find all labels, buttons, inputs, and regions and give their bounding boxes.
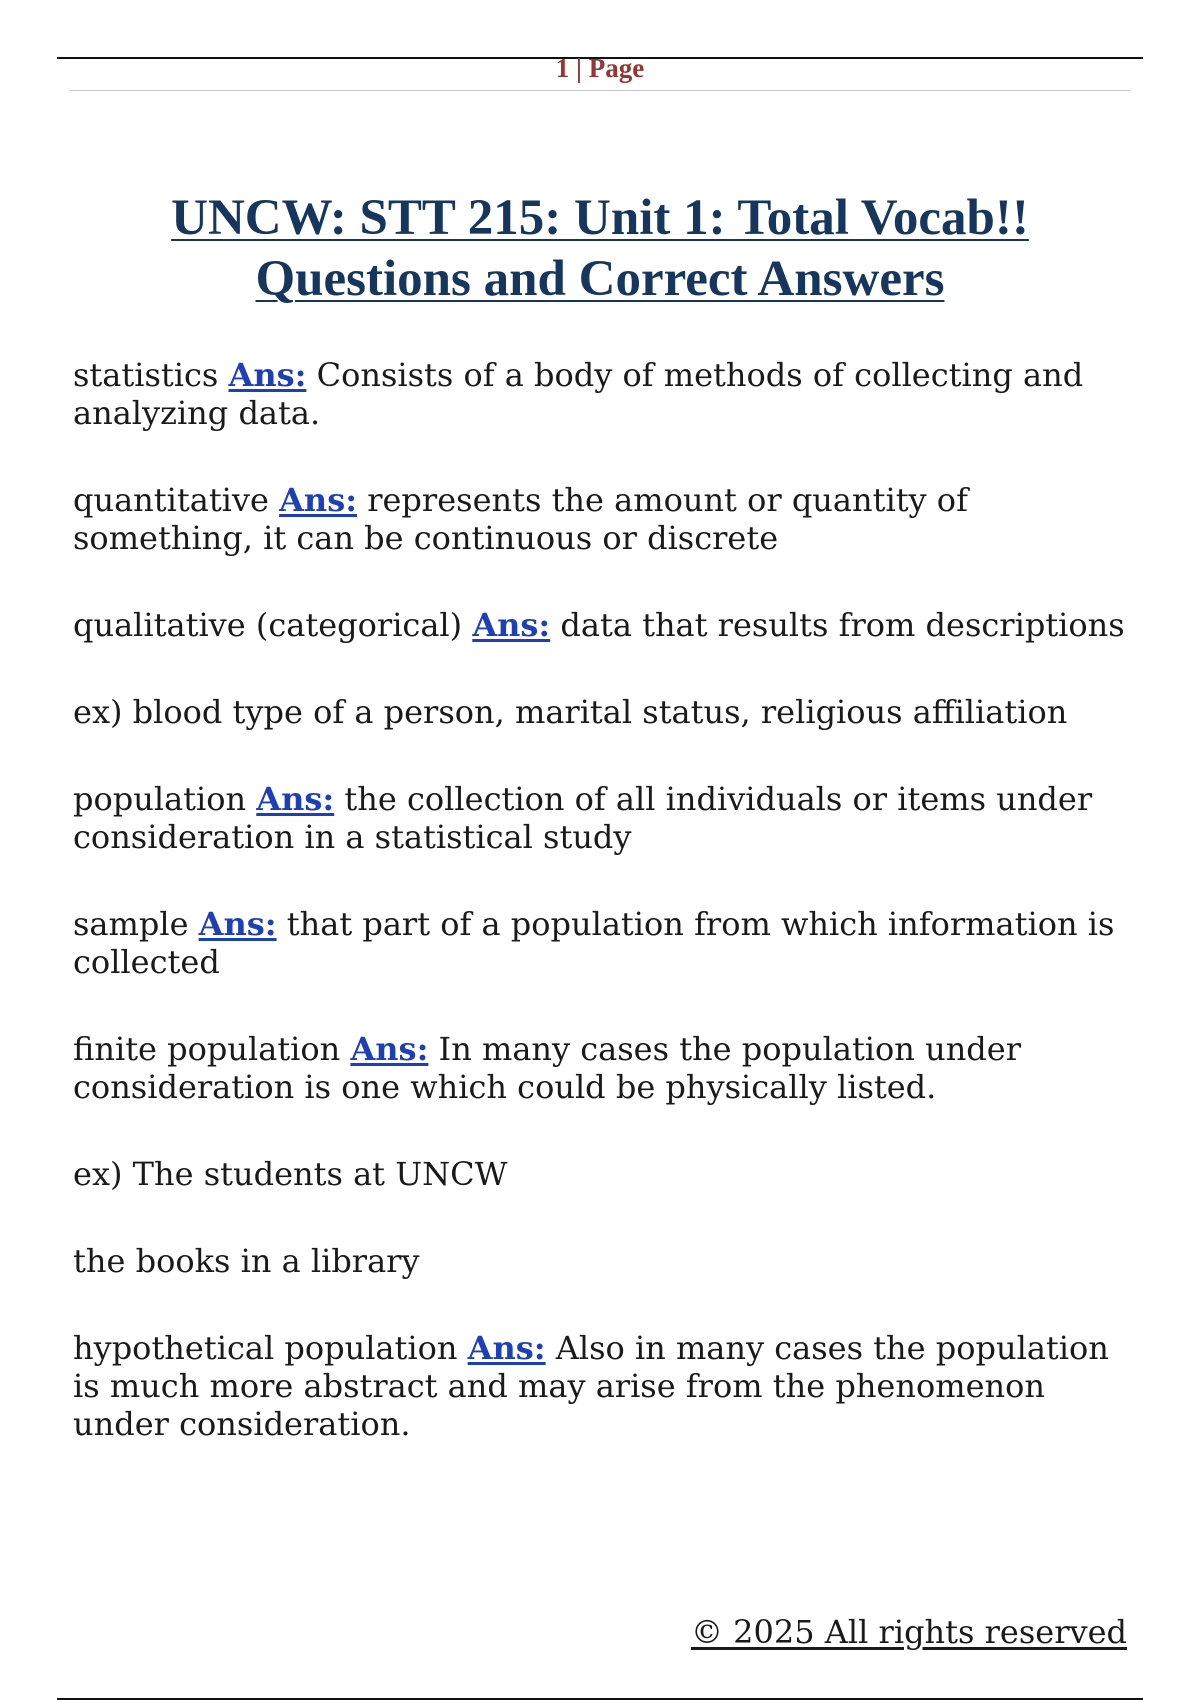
vocab-entry-qualitative (73, 606, 1133, 644)
vocab-entry-hypothetical-population (73, 1329, 1133, 1443)
vocab-entry-quantitative (73, 481, 1133, 557)
vocab-entry-finite-population (73, 1030, 1133, 1106)
entry-definition: Also in many cases the population is much more abstract and may arise from the phenomenon under consideration. (73, 1329, 1109, 1443)
entry-definition: represents the amount or quantity of something, it can be continuous or discrete (73, 481, 968, 557)
example-line: the books in a library (73, 1242, 420, 1280)
vocab-list (73, 356, 1133, 1492)
document-title (100, 188, 1100, 310)
vocab-entry-statistics (73, 356, 1133, 432)
entry-term: hypothetical population (73, 1329, 468, 1367)
entry-term: sample (73, 905, 199, 943)
entry-definition: Consists of a body of methods of collecting and analyzing data. (73, 356, 1084, 432)
entry-term: finite population (73, 1030, 351, 1068)
header-bottom-rule (70, 90, 1130, 91)
ans-link[interactable]: Ans: (228, 356, 307, 394)
ans-link[interactable]: Ans: (256, 780, 335, 818)
entry-term: quantitative (73, 481, 280, 519)
ans-link[interactable]: Ans: (198, 905, 277, 943)
example-line: ex) blood type of a person, marital status, religious affiliation (73, 693, 1068, 731)
entry-definition: the collection of all individuals or items under consideration in a statistical study (73, 780, 1093, 856)
entry-definition: data that results from descriptions (550, 606, 1125, 644)
ans-link[interactable]: Ans: (279, 481, 358, 519)
example-line: ex) The students at UNCW (73, 1155, 508, 1193)
ans-link[interactable]: Ans: (350, 1030, 429, 1068)
entry-definition: that part of a population from which information is collected (73, 905, 1115, 981)
ans-link[interactable]: Ans: (467, 1329, 546, 1367)
vocab-entry-population (73, 780, 1133, 856)
entry-term: statistics (73, 356, 229, 394)
entry-term: population (73, 780, 257, 818)
ans-link[interactable]: Ans: (472, 606, 551, 644)
title-line-2: Questions and Correct Answers (255, 251, 945, 307)
page-number: 1 | Page (555, 53, 645, 83)
vocab-entry-sample (73, 905, 1133, 981)
copyright-notice: © 2025 All rights reserved (691, 1613, 1127, 1651)
entry-term: qualitative (categorical) (73, 606, 473, 644)
entry-definition: In many cases the population under consideration is one which could be physically listed. (73, 1030, 1022, 1106)
title-line-1: UNCW: STT 215: Unit 1: Total Vocab!! (171, 190, 1029, 246)
